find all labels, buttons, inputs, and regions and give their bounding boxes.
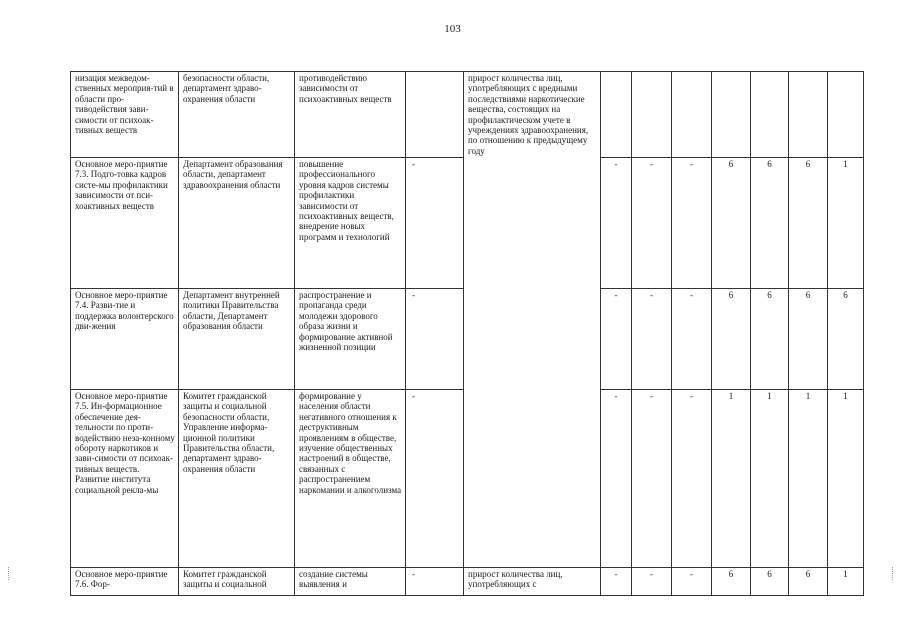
- event-name-cell: Основное меро-приятие 7.4. Разви-тие и поддержка волонтерского дви-жения: [71, 289, 179, 390]
- value-cell: 1: [828, 568, 864, 596]
- value-cell: -: [672, 289, 712, 390]
- value-cell: -: [672, 390, 712, 568]
- result-cell: формирование у населения области негативного отношения к деструктивным проявлениям в обществе, изучение общественных настроений в обществе, связанных с распространением наркомании и алкоголизма: [295, 390, 406, 568]
- value-cell: -: [632, 390, 672, 568]
- value-cell: [672, 72, 712, 158]
- value-cell: 1: [712, 390, 751, 568]
- value-cell: -: [601, 158, 632, 289]
- left-edge-mark: [8, 567, 10, 580]
- value-cell: -: [601, 390, 632, 568]
- link-cell: -: [406, 289, 464, 390]
- value-cell: 6: [712, 158, 751, 289]
- link-cell: -: [406, 158, 464, 289]
- program-table: [70, 71, 864, 596]
- indicator-cell: прирост количества лиц, употребляющих с: [464, 568, 601, 596]
- value-cell: -: [632, 568, 672, 596]
- value-cell: 6: [789, 158, 828, 289]
- executor-cell: Комитет гражданской защиты и социальной безопасности области, Управление информа-ционной политики Правительства области, департамент здраво-охранения области: [179, 390, 295, 568]
- indicator-cell: [464, 72, 601, 568]
- link-cell: -: [406, 568, 464, 596]
- value-cell: [601, 72, 632, 158]
- link-cell: -: [406, 390, 464, 568]
- event-name-cell: Основное меро-приятие 7.3. Подго-товка кадров систе-мы профилактики зависимости от пси-хоактивных веществ: [71, 158, 179, 289]
- value-cell: 6: [712, 289, 751, 390]
- value-cell: 1: [828, 390, 864, 568]
- result-cell: противодействию зависимости от психоактивных веществ: [295, 72, 406, 158]
- value-cell: [712, 72, 751, 158]
- event-name-cell: Основное меро-приятие 7.6. Фор-: [71, 568, 179, 596]
- value-cell: 1: [828, 158, 864, 289]
- value-cell: 1: [751, 390, 789, 568]
- link-cell: [406, 72, 464, 158]
- result-cell: распространение и пропаганда среди молодежи здорового образа жизни и формирование активной жизненной позиции: [295, 289, 406, 390]
- value-cell: [828, 72, 864, 158]
- page-number: 103: [444, 23, 461, 35]
- value-cell: -: [601, 289, 632, 390]
- value-cell: -: [632, 289, 672, 390]
- value-cell: -: [672, 568, 712, 596]
- executor-cell: безопасности области, департамент здраво-охранения области: [179, 72, 295, 158]
- value-cell: [789, 72, 828, 158]
- value-cell: 6: [789, 568, 828, 596]
- value-cell: 6: [828, 289, 864, 390]
- value-cell: 6: [751, 158, 789, 289]
- value-cell: 6: [789, 289, 828, 390]
- right-edge-mark: [892, 567, 894, 580]
- executor-cell: Комитет гражданской защиты и социальной: [179, 568, 295, 596]
- value-cell: -: [601, 568, 632, 596]
- table-row: [71, 568, 864, 596]
- result-cell: повышение профессионального уровня кадров системы профилактики зависимости от психоактивных веществ, внедрение новых программ и технологий: [295, 158, 406, 289]
- executor-cell: Департамент внутренней политики Правительства области, Департамент образования области: [179, 289, 295, 390]
- value-cell: 6: [712, 568, 751, 596]
- indicator-text: прирост количества лиц, употребляющих с вредными последствиями наркотические вещества, состоящих на профилактическом учете в учреждениях здравоохранения, по отношению к предыдущему году: [468, 73, 589, 156]
- value-cell: -: [672, 158, 712, 289]
- value-cell: 6: [751, 289, 789, 390]
- value-cell: [751, 72, 789, 158]
- value-cell: -: [632, 158, 672, 289]
- event-name-cell: Основное меро-приятие 7.5. Ин-формационное обеспечение дея-тельности по проти-водействию неза-конному обороту наркотиков и зави-симости от психоак-тивных веществ. Развитие института социальной рекла-мы: [71, 390, 179, 568]
- value-cell: 1: [789, 390, 828, 568]
- executor-cell: Департамент образования области, департамент здравоохранения области: [179, 158, 295, 289]
- result-cell: создание системы выявления и: [295, 568, 406, 596]
- value-cell: 6: [751, 568, 789, 596]
- value-cell: [632, 72, 672, 158]
- table-row: [71, 72, 864, 158]
- event-name-cell: низация межведом-ственных мероприя-тий в области про-тиводействия зави-симости от психоак-тивных веществ: [71, 72, 179, 158]
